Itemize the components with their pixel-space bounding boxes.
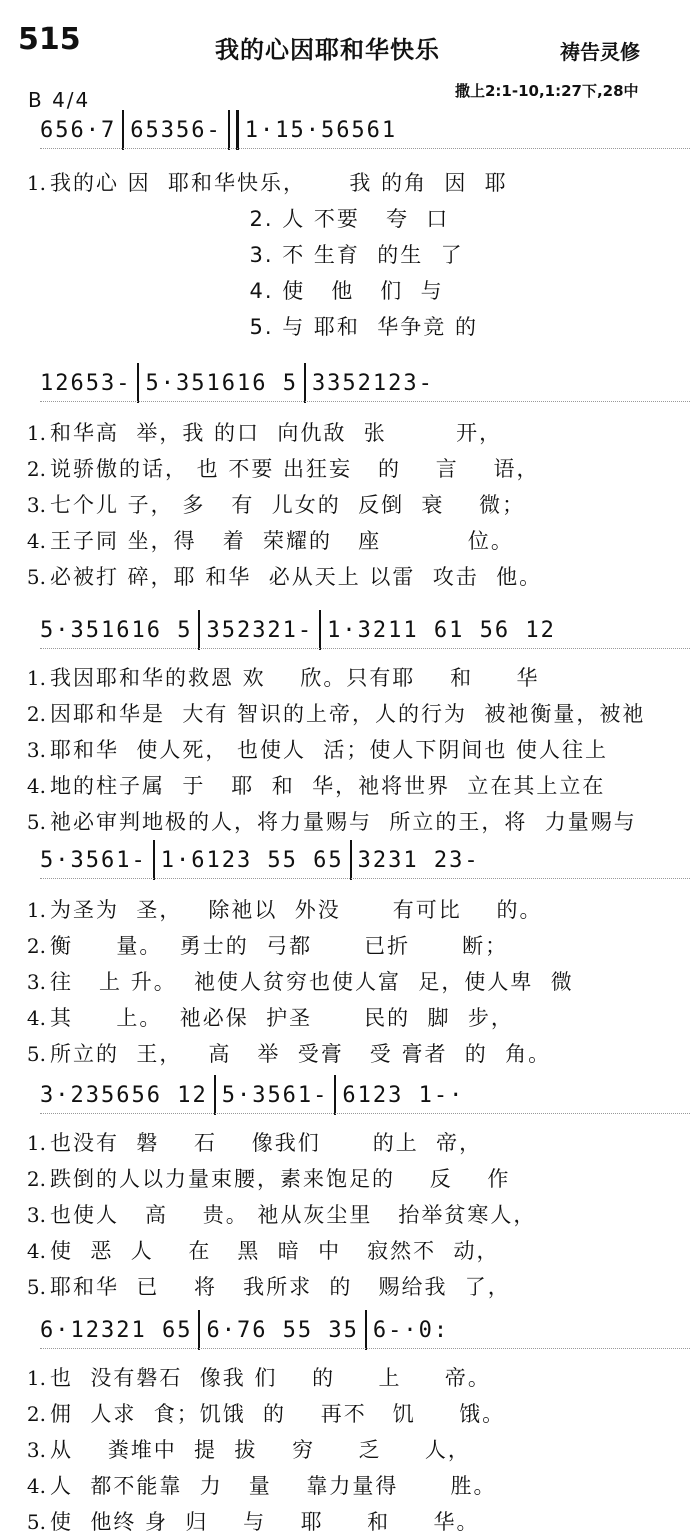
notation-line xyxy=(40,1305,690,1355)
lyric-line: 5. 必被打 碎，耶 和华 必从天上 以雷 攻击 他。 xyxy=(26,565,543,589)
hymn-category: 祷告灵修 xyxy=(560,40,640,64)
measure: 1·15·56561 xyxy=(244,117,398,143)
lyric-line: 4. 地的柱子属 于 耶 和 华，祂将世界 立在其上立在 xyxy=(26,774,606,798)
measure: 5·3561- xyxy=(40,847,147,873)
lyric-line: 1. 也 没有磐石 像我 们 的 上 帝。 xyxy=(26,1366,491,1390)
measure: 3·235656 12 xyxy=(40,1082,208,1108)
lyric-line: 4. 使 恶 人 在 黑 暗 中 寂然不 动， xyxy=(26,1239,500,1263)
measure: 6·12321 65 xyxy=(40,1317,193,1343)
lyric-line: 3. 也使人 高 贵。 祂从灰尘里 抬举贫寒人， xyxy=(26,1203,537,1227)
lyric-line: 3. 从 粪堆中 提 拔 穷 乏 人， xyxy=(26,1438,471,1462)
measure: 1·6123 55 65 xyxy=(160,847,344,873)
measure: 6123 1-· xyxy=(342,1082,465,1108)
lyric-line: 5. 耶和华 已 将 我所求 的 赐给我 了， xyxy=(26,1275,511,1299)
lyric-line: 4. 使 他 们 与 xyxy=(50,279,444,303)
measure: 5·3561- xyxy=(221,1082,329,1108)
lyric-line: 2. 说骄傲的话， 也 不要 出狂妄 的 言 语， xyxy=(26,457,540,481)
lyric-line: 1. 我的心 因 耶和华快乐， 我 的角 因 耶 xyxy=(26,171,508,195)
lyric-line: 3. 往 上 升。 祂使人贫穷也使人富 足，使人卑 微 xyxy=(26,970,574,994)
hymn-title: 我的心因耶和华快乐 xyxy=(215,36,440,64)
lyric-line: 2. 因耶和华是 大有 智识的上帝，人的行为 被祂衡量，被祂 xyxy=(26,702,646,726)
lyric-line: 2. 衡 量。 勇士的 弓都 已折 断； xyxy=(26,934,509,958)
lyrics-block xyxy=(0,1125,700,1305)
measure: 5·351616 5 xyxy=(40,617,193,643)
measure: 1·3211 61 56 12 xyxy=(327,617,556,643)
lyric-line: 5. 与 耶和 华争竞 的 xyxy=(50,315,478,339)
notation-line xyxy=(40,1070,690,1120)
lyric-line: 3. 不 生育 的生 了 xyxy=(50,243,464,267)
lyric-line: 5. 所立的 王， 高 举 受膏 受 膏者 的 角。 xyxy=(26,1042,552,1066)
lyric-line: 1. 我因耶和华的救恩 欢 欣。只有耶 和 华 xyxy=(26,666,540,690)
notation-line xyxy=(40,358,690,408)
measure: 3352123- xyxy=(311,370,434,396)
lyric-line: 5. 祂必审判地极的人，将力量赐与 所立的王，将 力量赐与 xyxy=(26,810,637,834)
measure: 12653- xyxy=(40,370,132,396)
lyric-line: 4. 其 上。 祂必保 护圣 民的 脚 步， xyxy=(26,1006,514,1030)
measure: 65356- xyxy=(130,117,222,143)
lyrics-block xyxy=(0,892,700,1072)
scripture-reference: 撒上2:1-10,1:27下,28中 xyxy=(455,82,639,100)
lyric-line: 1. 和华高 举，我 的口 向仇敌 张 开， xyxy=(26,421,503,445)
lyrics-block xyxy=(0,660,700,840)
notation-line xyxy=(40,605,690,655)
lyric-line: 3. 耶和华 使人死， 也使人 活；使人下阴间也 使人往上 xyxy=(26,738,609,762)
lyric-line: 2. 跌倒的人以力量束腰，素来饱足的 反 作 xyxy=(26,1167,511,1191)
lyric-line: 1. 也没有 磐 石 像我们 的上 帝， xyxy=(26,1131,483,1155)
key-signature: B 4/4 xyxy=(28,88,91,112)
lyrics-block xyxy=(0,165,700,345)
lyric-line: 1. 为圣为 圣， 除祂以 外没 有可比 的。 xyxy=(26,898,543,922)
lyrics-block xyxy=(0,1360,700,1540)
lyric-line: 3. 七个儿 子， 多 有 儿女的 反倒 衰 微； xyxy=(26,493,526,517)
notation-line xyxy=(40,835,690,885)
lyric-line: 2. 人 不要 夸 口 xyxy=(50,207,450,231)
lyric-line: 4. 人 都不能靠 力 量 靠力量得 胜。 xyxy=(26,1474,497,1498)
lyrics-block xyxy=(0,415,700,595)
lyric-line: 5. 使 他终 身 归 与 耶 和 华。 xyxy=(26,1510,480,1534)
notation-line xyxy=(40,105,690,155)
lyric-line: 2. 佣 人求 食；饥饿 的 再不 饥 饿。 xyxy=(26,1402,506,1426)
measure: 6-·0: xyxy=(372,1317,450,1343)
lyric-line: 4. 王子同 坐，得 着 荣耀的 座 位。 xyxy=(26,529,514,553)
measure: 352321- xyxy=(206,617,314,643)
measure: 656·7 xyxy=(40,117,117,143)
hymn-number: 515 xyxy=(18,22,81,57)
measure: 5·351616 5 xyxy=(145,370,298,396)
measure: 6·76 55 35 xyxy=(206,1317,359,1343)
measure: 3231 23- xyxy=(357,847,480,873)
